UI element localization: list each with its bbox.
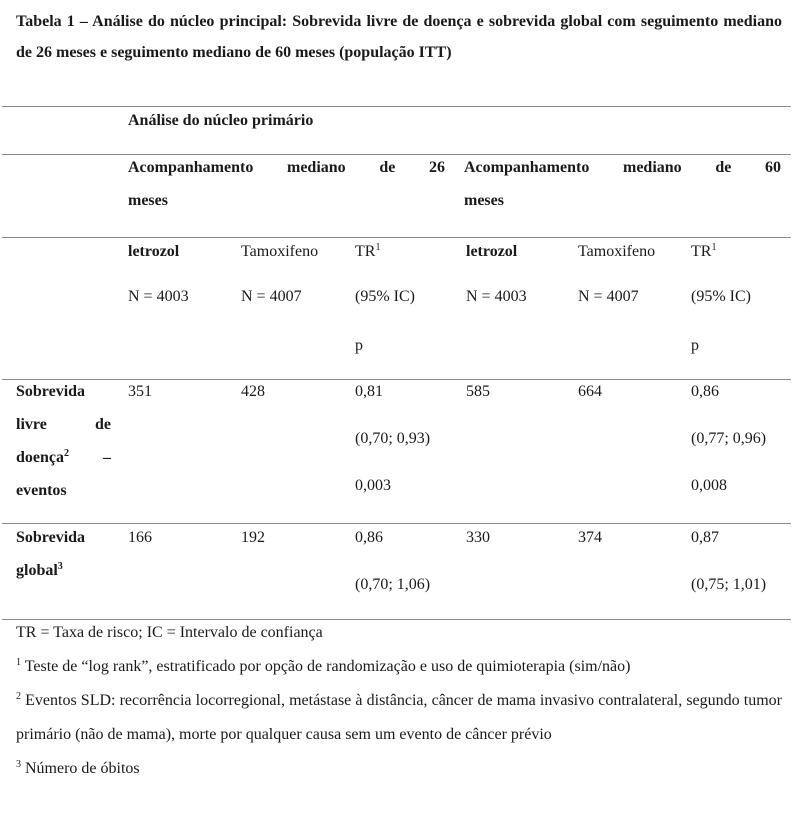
footnote-abbreviations: TR = Taxa de risco; IC = Intervalo de confiança xyxy=(16,624,323,641)
period-26-word: 26 xyxy=(428,159,445,176)
row-dfs-label-line1: Sobrevida xyxy=(16,383,86,400)
group-header: Análise do núcleo primário xyxy=(128,112,314,129)
column-header-rule xyxy=(2,379,791,380)
col-tr-26: $TR^1$ xyxy=(355,242,381,260)
period-header-rule xyxy=(2,237,791,238)
row-dfs-label-line4: eventos xyxy=(16,482,67,499)
period-60-word: 60 xyxy=(764,159,781,176)
period-60-word: mediano xyxy=(623,159,682,176)
cell-os-letrozol-26: 166 xyxy=(128,529,152,546)
cell-dfs-tamoxifeno-60: 664 xyxy=(578,383,602,400)
row-dfs-label-line2: livre de xyxy=(16,416,111,433)
cell-dfs-tr-60: 0,86 xyxy=(691,383,719,400)
col-tr-60: $TR^1$ xyxy=(691,242,717,260)
period-26-word: mediano xyxy=(287,159,346,176)
footnote-3: $^3$ Número de óbitos xyxy=(16,759,140,777)
col-ci-26: (95% IC) xyxy=(355,288,415,305)
group-header-rule xyxy=(2,154,791,155)
cell-dfs-p-26: 0,003 xyxy=(355,477,391,494)
cell-dfs-letrozol-26: 351 xyxy=(128,383,152,400)
period-26-header-line2: meses xyxy=(128,192,168,209)
col-p-26: p xyxy=(355,337,363,354)
period-26-word: Acompanhamento xyxy=(128,159,254,176)
col-letrozol-26: letrozol xyxy=(128,243,180,260)
col-n-tamoxifeno-60: N = 4007 xyxy=(578,288,639,305)
cell-dfs-ci-60: (0,77; 0,96) xyxy=(691,430,767,447)
period-26-word: de xyxy=(379,159,396,176)
footnote-1: $^1$ Teste de “log rank”, estratificado por opção de randomização e uso de quimioterapia (sim/não) xyxy=(16,657,631,675)
cell-dfs-p-60: 0,008 xyxy=(691,477,727,494)
col-tamoxifeno-26: Tamoxifeno xyxy=(241,243,319,260)
row-dfs-label-line3: doença$^2$ – xyxy=(16,448,111,466)
period-60-header-line1 xyxy=(464,158,781,178)
row-os-label-line1: Sobrevida xyxy=(16,529,86,546)
cell-os-letrozol-60: 330 xyxy=(466,529,490,546)
cell-dfs-tr-26: 0,81 xyxy=(355,383,383,400)
table-caption: Tabela 1 – Análise do núcleo principal: Sobrevida livre de doença e sobrevida global com seguimento mediano de 26 meses e seguimento mediano de 60 meses (população ITT) xyxy=(16,13,782,61)
col-n-tamoxifeno-26: N = 4007 xyxy=(241,288,302,305)
cell-os-tr-26: 0,86 xyxy=(355,529,383,546)
col-n-letrozol-26: N = 4003 xyxy=(128,288,189,305)
cell-os-tr-60: 0,87 xyxy=(691,529,719,546)
footnotes xyxy=(16,616,782,786)
cell-os-ci-60: (0,75; 1,01) xyxy=(691,576,767,593)
cell-os-tamoxifeno-26: 192 xyxy=(241,529,265,546)
table-top-rule xyxy=(2,106,791,107)
period-60-word: de xyxy=(715,159,732,176)
col-p-60: p xyxy=(691,337,699,354)
col-tamoxifeno-60: Tamoxifeno xyxy=(578,243,656,260)
row-divider-rule xyxy=(2,523,791,524)
cell-os-ci-26: (0,70; 1,06) xyxy=(355,576,431,593)
period-60-header-line2: meses xyxy=(464,192,504,209)
cell-dfs-letrozol-60: 585 xyxy=(466,383,490,400)
period-26-header-line1 xyxy=(128,158,445,178)
col-n-letrozol-60: N = 4003 xyxy=(466,288,527,305)
cell-dfs-ci-26: (0,70; 0,93) xyxy=(355,430,431,447)
period-60-word: Acompanhamento xyxy=(464,159,590,176)
cell-os-tamoxifeno-60: 374 xyxy=(578,529,602,546)
footnote-2: $^2$ Eventos SLD: recorrência locorregional, metástase à distância, câncer de mama invasivo contralateral, segundo tumor primário (não de mama), morte por qualquer causa sem um evento de câncer prévio xyxy=(16,691,782,743)
col-ci-60: (95% IC) xyxy=(691,288,751,305)
col-letrozol-60: letrozol xyxy=(466,243,518,260)
row-os-label-line2: global$^3$ xyxy=(16,561,63,579)
cell-dfs-tamoxifeno-26: 428 xyxy=(241,383,265,400)
